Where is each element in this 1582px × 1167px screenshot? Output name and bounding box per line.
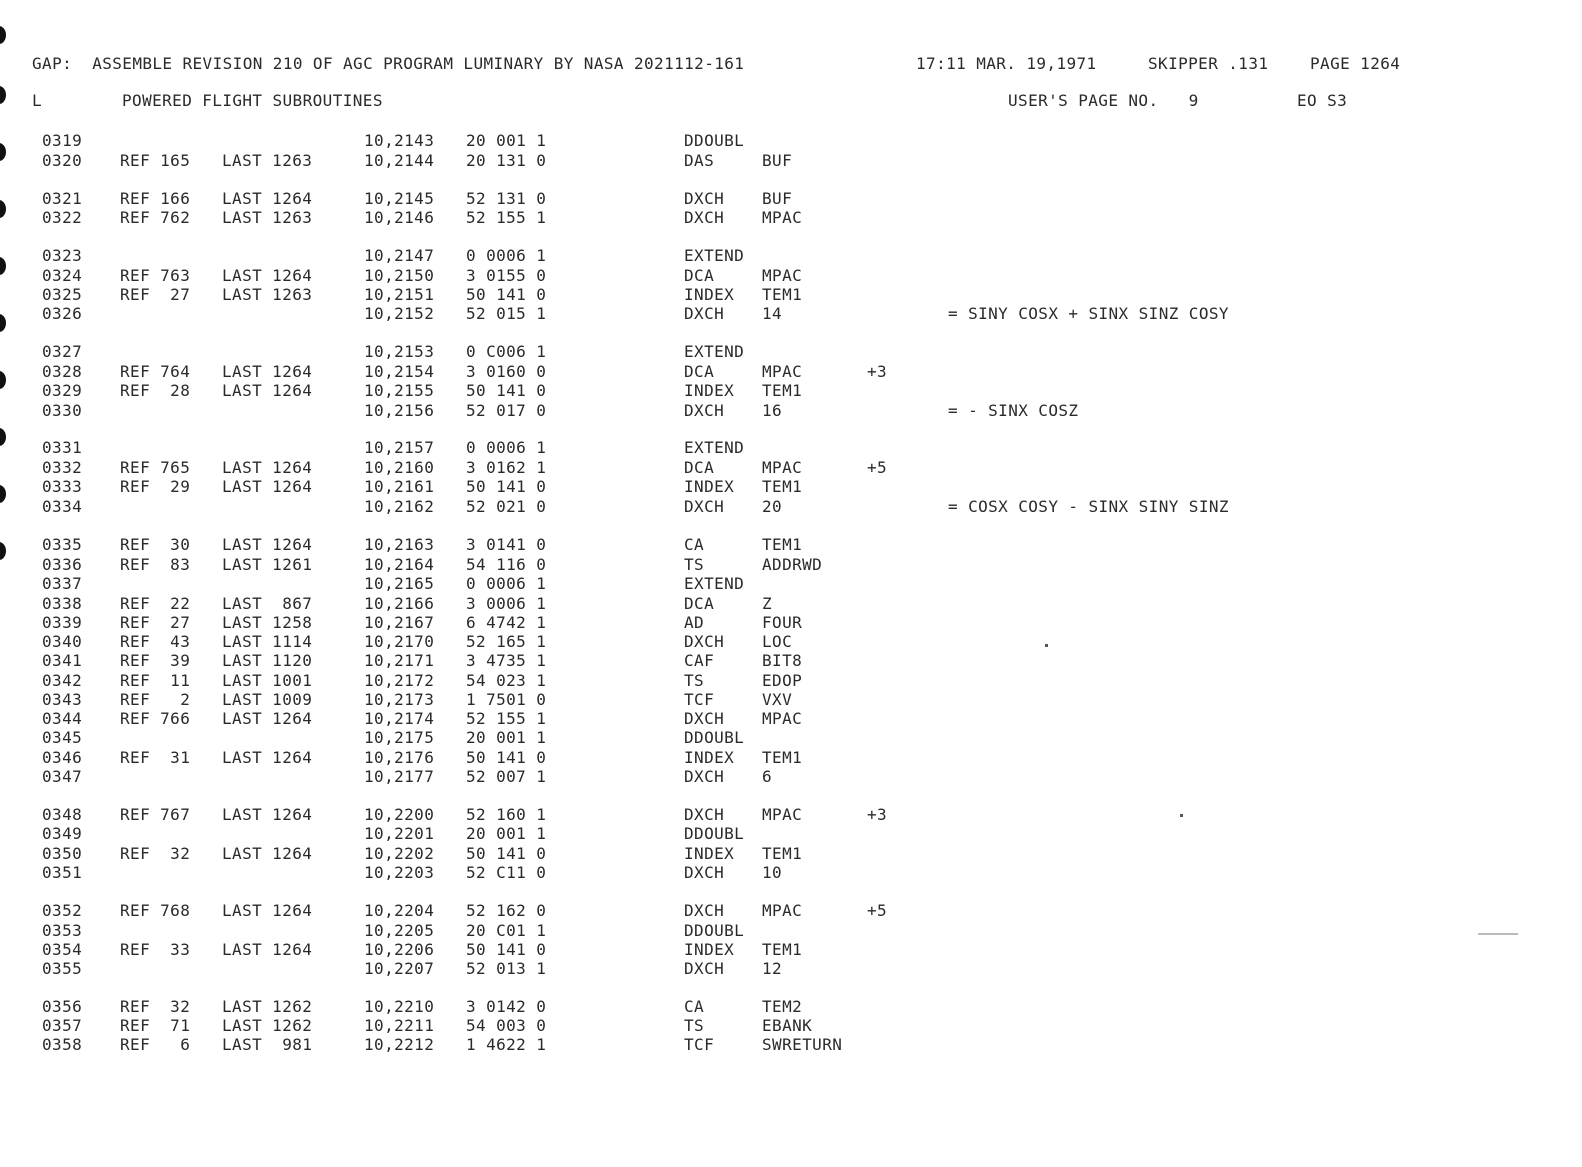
last-ref: LAST 1264 — [222, 381, 313, 400]
operand: BIT8 — [762, 651, 803, 670]
line-number: 0339 — [42, 613, 83, 632]
line-number: 0347 — [42, 767, 83, 786]
memory-address: 10,2210 — [364, 997, 435, 1016]
octal-word: 0 0006 1 — [466, 438, 547, 457]
line-number: 0357 — [42, 1016, 83, 1035]
operand: MPAC — [762, 901, 803, 920]
memory-address: 10,2155 — [364, 381, 435, 400]
opcode: DXCH — [684, 805, 725, 824]
last-ref: LAST 1114 — [222, 632, 313, 651]
opcode: DXCH — [684, 497, 725, 516]
opcode: CA — [684, 535, 705, 554]
memory-address: 10,2171 — [364, 651, 435, 670]
comment: = SINY COSX + SINX SINZ COSY — [948, 304, 1229, 323]
line-number: 0338 — [42, 594, 83, 613]
last-ref: LAST 1264 — [222, 709, 313, 728]
listing-flag: L — [32, 91, 43, 110]
memory-address: 10,2177 — [364, 767, 435, 786]
operand: TEM2 — [762, 997, 803, 1016]
line-number: 0330 — [42, 401, 83, 420]
punch-hole — [0, 314, 6, 332]
punch-hole — [0, 371, 6, 389]
opcode: DDOUBL — [684, 824, 745, 843]
octal-word: 3 0160 0 — [466, 362, 547, 381]
line-number: 0342 — [42, 671, 83, 690]
line-number: 0336 — [42, 555, 83, 574]
octal-word: 52 160 1 — [466, 805, 547, 824]
ref-count: REF 766 — [120, 709, 191, 728]
operand: TEM1 — [762, 748, 803, 767]
octal-word: 3 0155 0 — [466, 266, 547, 285]
operand: MPAC — [762, 362, 803, 381]
opcode: DDOUBL — [684, 131, 745, 150]
ref-count: REF 33 — [120, 940, 191, 959]
last-ref: LAST 1264 — [222, 189, 313, 208]
line-number: 0341 — [42, 651, 83, 670]
opcode: CA — [684, 997, 705, 1016]
last-ref: LAST 867 — [222, 594, 313, 613]
opcode: DXCH — [684, 709, 725, 728]
octal-word: 3 0162 1 — [466, 458, 547, 477]
memory-address: 10,2153 — [364, 342, 435, 361]
opcode: INDEX — [684, 381, 735, 400]
page-number: PAGE 1264 — [1310, 54, 1401, 73]
operand: EDOP — [762, 671, 803, 690]
opcode: EXTEND — [684, 246, 745, 265]
octal-word: 54 023 1 — [466, 671, 547, 690]
line-number: 0354 — [42, 940, 83, 959]
octal-word: 52 015 1 — [466, 304, 547, 323]
line-number: 0349 — [42, 824, 83, 843]
opcode: DXCH — [684, 401, 725, 420]
opcode: DCA — [684, 594, 715, 613]
operand-modifier: +3 — [867, 805, 888, 824]
ref-count: REF 27 — [120, 285, 191, 304]
ref-count: REF 43 — [120, 632, 191, 651]
octal-word: 3 0142 0 — [466, 997, 547, 1016]
octal-word: 52 021 0 — [466, 497, 547, 516]
line-number: 0348 — [42, 805, 83, 824]
opcode: DXCH — [684, 189, 725, 208]
line-number: 0335 — [42, 535, 83, 554]
memory-address: 10,2170 — [364, 632, 435, 651]
octal-word: 50 141 0 — [466, 844, 547, 863]
ref-count: REF 166 — [120, 189, 191, 208]
line-number: 0343 — [42, 690, 83, 709]
line-number: 0334 — [42, 497, 83, 516]
punch-hole — [0, 428, 6, 446]
line-number: 0328 — [42, 362, 83, 381]
ref-count: REF 764 — [120, 362, 191, 381]
octal-word: 20 131 0 — [466, 151, 547, 170]
punch-hole — [0, 542, 6, 560]
memory-address: 10,2207 — [364, 959, 435, 978]
line-number: 0356 — [42, 997, 83, 1016]
memory-address: 10,2150 — [364, 266, 435, 285]
ref-count: REF 31 — [120, 748, 191, 767]
memory-address: 10,2161 — [364, 477, 435, 496]
timestamp: 17:11 MAR. 19,1971 — [916, 54, 1097, 73]
opcode: AD — [684, 613, 705, 632]
opcode: DXCH — [684, 767, 725, 786]
opcode: EXTEND — [684, 342, 745, 361]
line-number: 0351 — [42, 863, 83, 882]
line-number: 0320 — [42, 151, 83, 170]
memory-address: 10,2201 — [364, 824, 435, 843]
opcode: DCA — [684, 458, 715, 477]
line-number: 0346 — [42, 748, 83, 767]
operand: VXV — [762, 690, 793, 709]
octal-word: 52 155 1 — [466, 208, 547, 227]
punch-hole — [0, 485, 6, 503]
comment: = COSX COSY - SINX SINY SINZ — [948, 497, 1229, 516]
last-ref: LAST 1120 — [222, 651, 313, 670]
octal-word: 0 0006 1 — [466, 246, 547, 265]
operand: TEM1 — [762, 844, 803, 863]
memory-address: 10,2203 — [364, 863, 435, 882]
program-title: GAP: ASSEMBLE REVISION 210 OF AGC PROGRAM LUMINARY BY NASA 2021112-161 — [32, 54, 745, 73]
memory-address: 10,2205 — [364, 921, 435, 940]
line-number: 0327 — [42, 342, 83, 361]
last-ref: LAST 1258 — [222, 613, 313, 632]
last-ref: LAST 1263 — [222, 208, 313, 227]
ref-count: REF 32 — [120, 844, 191, 863]
memory-address: 10,2202 — [364, 844, 435, 863]
operand: Z — [762, 594, 773, 613]
ref-count: REF 71 — [120, 1016, 191, 1035]
octal-word: 54 003 0 — [466, 1016, 547, 1035]
last-ref: LAST 1263 — [222, 151, 313, 170]
octal-word: 1 7501 0 — [466, 690, 547, 709]
operand: FOUR — [762, 613, 803, 632]
memory-address: 10,2156 — [364, 401, 435, 420]
operand-modifier: +5 — [867, 458, 888, 477]
opcode: INDEX — [684, 285, 735, 304]
operand: 10 — [762, 863, 783, 882]
octal-word: 52 165 1 — [466, 632, 547, 651]
octal-word: 3 0141 0 — [466, 535, 547, 554]
ref-count: REF 762 — [120, 208, 191, 227]
ref-count: REF 767 — [120, 805, 191, 824]
line-number: 0344 — [42, 709, 83, 728]
skipper-id: SKIPPER .131 — [1148, 54, 1269, 73]
last-ref: LAST 1264 — [222, 458, 313, 477]
ref-count: REF 30 — [120, 535, 191, 554]
octal-word: 20 001 1 — [466, 728, 547, 747]
memory-address: 10,2200 — [364, 805, 435, 824]
last-ref: LAST 1262 — [222, 997, 313, 1016]
memory-address: 10,2152 — [364, 304, 435, 323]
speck — [1180, 814, 1183, 817]
operand: MPAC — [762, 208, 803, 227]
speck — [1045, 644, 1048, 647]
line-number: 0329 — [42, 381, 83, 400]
operand: MPAC — [762, 805, 803, 824]
memory-address: 10,2151 — [364, 285, 435, 304]
last-ref: LAST 1001 — [222, 671, 313, 690]
ref-count: REF 29 — [120, 477, 191, 496]
opcode: TCF — [684, 1035, 715, 1054]
memory-address: 10,2167 — [364, 613, 435, 632]
line-number: 0333 — [42, 477, 83, 496]
ref-count: REF 28 — [120, 381, 191, 400]
line-number: 0323 — [42, 246, 83, 265]
ref-count: REF 763 — [120, 266, 191, 285]
line-number: 0332 — [42, 458, 83, 477]
memory-address: 10,2176 — [364, 748, 435, 767]
operand: 12 — [762, 959, 783, 978]
operand: 16 — [762, 401, 783, 420]
octal-word: 20 001 1 — [466, 824, 547, 843]
punch-hole — [0, 143, 6, 161]
line-number: 0350 — [42, 844, 83, 863]
line-number: 0337 — [42, 574, 83, 593]
opcode: DCA — [684, 266, 715, 285]
opcode: INDEX — [684, 940, 735, 959]
memory-address: 10,2147 — [364, 246, 435, 265]
operand: TEM1 — [762, 381, 803, 400]
ref-count: REF 27 — [120, 613, 191, 632]
memory-address: 10,2144 — [364, 151, 435, 170]
opcode: DDOUBL — [684, 728, 745, 747]
line-number: 0358 — [42, 1035, 83, 1054]
ref-count: REF 32 — [120, 997, 191, 1016]
operand: TEM1 — [762, 940, 803, 959]
operand: TEM1 — [762, 477, 803, 496]
last-ref: LAST 1264 — [222, 266, 313, 285]
operand-modifier: +5 — [867, 901, 888, 920]
memory-address: 10,2160 — [364, 458, 435, 477]
operand: 6 — [762, 767, 773, 786]
octal-word: 50 141 0 — [466, 940, 547, 959]
operand: TEM1 — [762, 285, 803, 304]
last-ref: LAST 1009 — [222, 690, 313, 709]
opcode: INDEX — [684, 477, 735, 496]
punch-hole — [0, 257, 6, 275]
opcode: INDEX — [684, 748, 735, 767]
user-page-number: USER'S PAGE NO. 9 — [1008, 91, 1199, 110]
octal-word: 3 4735 1 — [466, 651, 547, 670]
opcode: DCA — [684, 362, 715, 381]
last-ref: LAST 981 — [222, 1035, 313, 1054]
opcode: DXCH — [684, 304, 725, 323]
operand: BUF — [762, 151, 793, 170]
ref-count: REF 22 — [120, 594, 191, 613]
octal-word: 3 0006 1 — [466, 594, 547, 613]
opcode: DAS — [684, 151, 715, 170]
line-number: 0355 — [42, 959, 83, 978]
memory-address: 10,2166 — [364, 594, 435, 613]
ref-count: REF 83 — [120, 555, 191, 574]
octal-word: 20 001 1 — [466, 131, 547, 150]
octal-word: 50 141 0 — [466, 477, 547, 496]
memory-address: 10,2157 — [364, 438, 435, 457]
memory-address: 10,2212 — [364, 1035, 435, 1054]
memory-address: 10,2206 — [364, 940, 435, 959]
line-number: 0331 — [42, 438, 83, 457]
opcode: DXCH — [684, 901, 725, 920]
opcode: EXTEND — [684, 574, 745, 593]
octal-word: 52 162 0 — [466, 901, 547, 920]
operand: MPAC — [762, 709, 803, 728]
octal-word: 50 141 0 — [466, 381, 547, 400]
octal-word: 0 C006 1 — [466, 342, 547, 361]
memory-address: 10,2211 — [364, 1016, 435, 1035]
line-number: 0322 — [42, 208, 83, 227]
last-ref: LAST 1264 — [222, 901, 313, 920]
section-title: POWERED FLIGHT SUBROUTINES — [122, 91, 383, 110]
opcode: DXCH — [684, 632, 725, 651]
ref-count: REF 6 — [120, 1035, 191, 1054]
line-number: 0353 — [42, 921, 83, 940]
memory-address: 10,2154 — [364, 362, 435, 381]
opcode: TCF — [684, 690, 715, 709]
ref-count: REF 165 — [120, 151, 191, 170]
last-ref: LAST 1264 — [222, 940, 313, 959]
opcode: CAF — [684, 651, 715, 670]
memory-address: 10,2162 — [364, 497, 435, 516]
memory-address: 10,2175 — [364, 728, 435, 747]
octal-word: 50 141 0 — [466, 748, 547, 767]
line-number: 0326 — [42, 304, 83, 323]
octal-word: 6 4742 1 — [466, 613, 547, 632]
smudge-mark — [1478, 933, 1518, 935]
opcode: TS — [684, 555, 705, 574]
ref-count: REF 768 — [120, 901, 191, 920]
octal-word: 52 017 0 — [466, 401, 547, 420]
octal-word: 0 0006 1 — [466, 574, 547, 593]
octal-word: 1 4622 1 — [466, 1035, 547, 1054]
memory-address: 10,2204 — [364, 901, 435, 920]
memory-address: 10,2146 — [364, 208, 435, 227]
last-ref: LAST 1264 — [222, 844, 313, 863]
memory-address: 10,2164 — [364, 555, 435, 574]
operand: 14 — [762, 304, 783, 323]
operand: LOC — [762, 632, 793, 651]
comment: = - SINX COSZ — [948, 401, 1079, 420]
memory-address: 10,2163 — [364, 535, 435, 554]
line-number: 0321 — [42, 189, 83, 208]
operand-modifier: +3 — [867, 362, 888, 381]
opcode: DDOUBL — [684, 921, 745, 940]
line-number: 0325 — [42, 285, 83, 304]
last-ref: LAST 1261 — [222, 555, 313, 574]
opcode: INDEX — [684, 844, 735, 863]
last-ref: LAST 1262 — [222, 1016, 313, 1035]
opcode: DXCH — [684, 863, 725, 882]
punch-hole — [0, 26, 6, 44]
ref-count: REF 765 — [120, 458, 191, 477]
memory-address: 10,2174 — [364, 709, 435, 728]
memory-address: 10,2172 — [364, 671, 435, 690]
last-ref: LAST 1264 — [222, 805, 313, 824]
punch-hole — [0, 200, 6, 218]
memory-address: 10,2143 — [364, 131, 435, 150]
last-ref: LAST 1264 — [222, 535, 313, 554]
opcode: DXCH — [684, 959, 725, 978]
last-ref: LAST 1264 — [222, 362, 313, 381]
octal-word: 52 013 1 — [466, 959, 547, 978]
last-ref: LAST 1264 — [222, 748, 313, 767]
ref-count: REF 39 — [120, 651, 191, 670]
ref-count: REF 2 — [120, 690, 191, 709]
octal-word: 52 131 0 — [466, 189, 547, 208]
line-number: 0345 — [42, 728, 83, 747]
operand: BUF — [762, 189, 793, 208]
operand: EBANK — [762, 1016, 813, 1035]
octal-word: 20 C01 1 — [466, 921, 547, 940]
punch-hole — [0, 86, 6, 104]
opcode: DXCH — [684, 208, 725, 227]
operand: SWRETURN — [762, 1035, 843, 1054]
octal-word: 52 155 1 — [466, 709, 547, 728]
line-number: 0324 — [42, 266, 83, 285]
octal-word: 52 C11 0 — [466, 863, 547, 882]
memory-address: 10,2165 — [364, 574, 435, 593]
last-ref: LAST 1263 — [222, 285, 313, 304]
line-number: 0352 — [42, 901, 83, 920]
opcode: TS — [684, 671, 705, 690]
eo-code: EO S3 — [1297, 91, 1348, 110]
operand: MPAC — [762, 458, 803, 477]
line-number: 0340 — [42, 632, 83, 651]
memory-address: 10,2145 — [364, 189, 435, 208]
octal-word: 52 007 1 — [466, 767, 547, 786]
line-number: 0319 — [42, 131, 83, 150]
memory-address: 10,2173 — [364, 690, 435, 709]
operand: 20 — [762, 497, 783, 516]
octal-word: 54 116 0 — [466, 555, 547, 574]
operand: ADDRWD — [762, 555, 823, 574]
operand: MPAC — [762, 266, 803, 285]
octal-word: 50 141 0 — [466, 285, 547, 304]
operand: TEM1 — [762, 535, 803, 554]
last-ref: LAST 1264 — [222, 477, 313, 496]
opcode: EXTEND — [684, 438, 745, 457]
ref-count: REF 11 — [120, 671, 191, 690]
opcode: TS — [684, 1016, 705, 1035]
